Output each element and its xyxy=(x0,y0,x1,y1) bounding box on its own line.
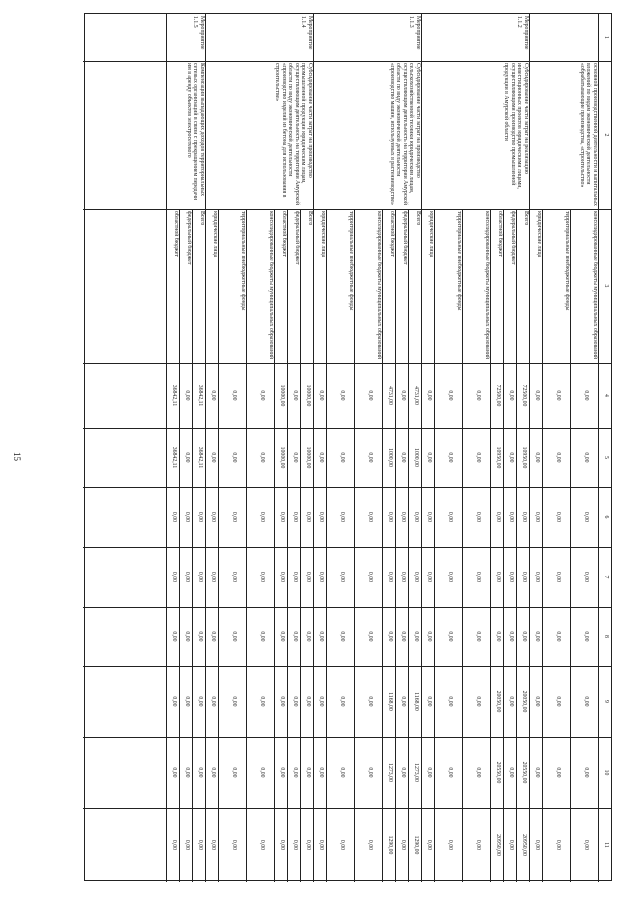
value-cell: 0,00 xyxy=(231,631,237,642)
value-cell: 0,00 xyxy=(400,571,407,583)
value-cell: 0,00 xyxy=(387,571,394,583)
value-cell: 0,00 xyxy=(259,511,265,523)
source-cell: областной бюджет xyxy=(389,211,395,257)
value-cell: 0,00 xyxy=(426,511,433,523)
value-cell: 0,00 xyxy=(495,631,502,642)
source-cell: консолидированные бюджеты муниципальных образований xyxy=(484,211,490,360)
header-cell: 11 xyxy=(603,842,609,848)
value-cell: 0,00 xyxy=(583,631,589,642)
header-cell: 3 xyxy=(603,284,609,288)
value-cell: 0,00 xyxy=(318,696,325,707)
value-cell: 0,00 xyxy=(305,839,312,851)
value-cell: 20950,00 xyxy=(521,834,528,856)
header-cell: 7 xyxy=(603,575,609,579)
value-cell: 0,00 xyxy=(387,511,394,523)
value-cell: 0,00 xyxy=(426,571,433,583)
value-cell: 0,00 xyxy=(475,839,481,851)
measure-id: Мероприятие 1.1.2 xyxy=(516,16,529,50)
value-cell: 20550,00 xyxy=(495,761,502,784)
row-divider xyxy=(313,14,314,882)
value-cell: 0,00 xyxy=(292,452,299,463)
value-cell: 0,00 xyxy=(367,767,373,778)
value-cell: 0,00 xyxy=(475,696,481,707)
value-cell: 0,00 xyxy=(555,511,561,523)
value-cell: 10000,00 xyxy=(279,384,286,407)
value-cell: 0,00 xyxy=(184,390,191,401)
value-cell: 0,00 xyxy=(279,571,286,583)
value-cell: 0,00 xyxy=(447,511,453,523)
value-cell: 0,00 xyxy=(508,839,515,851)
measure-description: Компенсация выпадающих доходов территориальных сетевых организаций в связи с прекращением передачи им в аренду объектов электросетевого xyxy=(185,63,205,200)
value-cell: 0,00 xyxy=(400,767,407,778)
value-cell: 0,00 xyxy=(400,452,407,463)
value-cell: 0,00 xyxy=(171,511,178,523)
value-cell: 0,00 xyxy=(197,571,204,583)
value-cell: 0,00 xyxy=(534,631,541,642)
value-cell: 0,00 xyxy=(475,767,481,778)
measure-id: Мероприятие 1.1.5 xyxy=(192,16,205,50)
value-cell: 0,00 xyxy=(413,511,420,523)
value-cell: 0,00 xyxy=(447,571,453,583)
value-cell: 0,00 xyxy=(210,511,217,523)
header-cell: 5 xyxy=(603,456,609,459)
value-cell: 0,00 xyxy=(339,511,345,523)
value-cell: 0,00 xyxy=(413,571,420,583)
row-divider xyxy=(490,209,491,882)
value-cell: 0,00 xyxy=(339,452,345,463)
measure-description: Субсидирование части затрат на производство промышленной продукции юридическим лицам, осуществляющим деятельность на территории Амурской области по виду экономической деятельности «производство изделий из бетона для использования в строительстве» xyxy=(274,63,313,205)
source-cell: консолидированные бюджеты муниципальных образований xyxy=(592,211,598,360)
value-cell: 1290,00 xyxy=(413,835,420,855)
value-cell: 0,00 xyxy=(583,571,589,583)
row-divider xyxy=(300,209,301,882)
source-cell: территориальные внебюджетные фонды xyxy=(348,211,354,311)
value-cell: 0,00 xyxy=(318,571,325,583)
header-cell: 4 xyxy=(603,394,609,397)
value-cell: 0,00 xyxy=(367,571,373,583)
value-cell: 0,00 xyxy=(475,452,481,463)
value-cell: 0,00 xyxy=(197,839,204,851)
value-cell: 0,00 xyxy=(318,631,325,642)
value-cell: 0,00 xyxy=(305,571,312,583)
value-cell: 0,00 xyxy=(231,390,237,401)
value-cell: 0,00 xyxy=(508,696,515,707)
page-number: 15 xyxy=(12,452,22,461)
value-cell: 20050,00 xyxy=(521,690,528,713)
value-cell: 0,00 xyxy=(339,767,345,778)
value-cell: 0,00 xyxy=(367,452,373,463)
value-cell: 0,00 xyxy=(171,571,178,583)
row-divider xyxy=(218,209,219,882)
row-divider xyxy=(503,209,504,882)
value-cell: 10000,00 xyxy=(305,446,312,469)
value-cell: 0,00 xyxy=(521,571,528,583)
source-cell: областной бюджет xyxy=(497,211,503,257)
header-cell: 1 xyxy=(603,36,609,39)
value-cell: 0,00 xyxy=(521,511,528,523)
source-cell: юридические лица xyxy=(536,211,542,258)
row-divider xyxy=(598,14,599,882)
value-cell: 20050,00 xyxy=(495,690,502,713)
value-cell: 0,00 xyxy=(387,631,394,642)
measure-id: Мероприятие 1.1.4 xyxy=(300,16,313,50)
row-divider xyxy=(421,14,422,882)
value-cell: 0,00 xyxy=(231,839,237,851)
value-cell: 0,00 xyxy=(259,452,265,463)
value-cell: 0,00 xyxy=(583,767,589,778)
value-cell: 0,00 xyxy=(292,571,299,583)
value-cell: 0,00 xyxy=(279,511,286,523)
source-cell: юридические лица xyxy=(428,211,434,258)
value-cell: 0,00 xyxy=(210,767,217,778)
value-cell: 0,00 xyxy=(259,696,265,707)
row-divider xyxy=(542,209,543,882)
value-cell: 0,00 xyxy=(259,390,265,401)
value-cell: 0,00 xyxy=(339,696,345,707)
value-cell: 0,00 xyxy=(231,571,237,583)
value-cell: 0,00 xyxy=(495,511,502,523)
value-cell: 0,00 xyxy=(521,631,528,642)
value-cell: 0,00 xyxy=(184,452,191,463)
value-cell: 0,00 xyxy=(231,767,237,778)
value-cell: 1168,00 xyxy=(387,692,394,711)
value-cell: 0,00 xyxy=(231,696,237,707)
value-cell: 0,00 xyxy=(447,631,453,642)
value-cell: 0,00 xyxy=(197,511,204,523)
value-cell: 0,00 xyxy=(583,839,589,851)
value-cell: 0,00 xyxy=(184,767,191,778)
row-divider xyxy=(166,14,167,882)
row-divider xyxy=(246,209,247,882)
value-cell: 0,00 xyxy=(292,511,299,523)
header-cell: 9 xyxy=(603,700,609,703)
value-cell: 0,00 xyxy=(292,767,299,778)
header-cell: 6 xyxy=(603,515,609,519)
source-cell: областной бюджет xyxy=(281,211,287,257)
value-cell: 36842,11 xyxy=(171,384,178,407)
row-divider xyxy=(462,209,463,882)
value-cell: 0,00 xyxy=(534,390,541,401)
value-cell: 0,00 xyxy=(534,839,541,851)
value-cell: 0,00 xyxy=(171,839,178,851)
value-cell: 0,00 xyxy=(426,839,433,851)
measure-description: Субсидирование части затрат на реализацию инвестиционных проектов юридическими лицами, осуществляющими производство промышленной продукции в Амурской области xyxy=(503,63,529,189)
value-cell: 0,00 xyxy=(583,452,589,463)
row-divider xyxy=(205,14,206,882)
rotated-page xyxy=(82,13,612,883)
value-cell: 0,00 xyxy=(210,571,217,583)
value-cell: 0,00 xyxy=(171,696,178,707)
value-cell: 0,00 xyxy=(197,696,204,707)
value-cell: 0,00 xyxy=(426,631,433,642)
value-cell: 0,00 xyxy=(534,767,541,778)
value-cell: 0,00 xyxy=(279,631,286,642)
value-cell: 0,00 xyxy=(210,839,217,851)
value-cell: 0,00 xyxy=(259,839,265,851)
value-cell: 0,00 xyxy=(508,767,515,778)
value-cell: 0,00 xyxy=(292,696,299,707)
value-cell: 0,00 xyxy=(447,767,453,778)
value-cell: 0,00 xyxy=(305,631,312,642)
value-cell: 0,00 xyxy=(400,696,407,707)
row-divider xyxy=(395,209,396,882)
value-cell: 0,00 xyxy=(426,390,433,401)
source-cell: федеральный бюджет xyxy=(294,211,300,265)
value-cell: 72500,00 xyxy=(521,384,528,407)
value-cell: 0,00 xyxy=(426,696,433,707)
source-cell: Всего xyxy=(523,211,529,226)
row-divider xyxy=(516,209,517,882)
value-cell: 0,00 xyxy=(171,767,178,778)
value-cell: 0,00 xyxy=(210,452,217,463)
value-cell: 0,00 xyxy=(534,696,541,707)
value-cell: 0,00 xyxy=(508,390,515,401)
row-divider xyxy=(179,209,180,882)
value-cell: 0,00 xyxy=(279,767,286,778)
value-cell: 0,00 xyxy=(184,839,191,851)
value-cell: 1273,00 xyxy=(387,763,394,782)
row-divider xyxy=(192,209,193,882)
value-cell: 1273,00 xyxy=(413,763,420,782)
row-divider xyxy=(529,14,530,882)
value-cell: 0,00 xyxy=(447,452,453,463)
source-cell: областной бюджет xyxy=(173,211,179,257)
value-cell: 0,00 xyxy=(279,696,286,707)
value-cell: 0,00 xyxy=(555,571,561,583)
value-cell: 0,00 xyxy=(426,452,433,463)
value-cell: 0,00 xyxy=(367,390,373,401)
value-cell: 0,00 xyxy=(259,767,265,778)
source-cell: федеральный бюджет xyxy=(402,211,408,265)
source-cell: федеральный бюджет xyxy=(186,211,192,265)
value-cell: 4731,00 xyxy=(387,386,394,405)
value-cell: 1168,00 xyxy=(413,692,420,711)
value-cell: 0,00 xyxy=(555,767,561,778)
row-divider xyxy=(570,209,571,882)
source-cell: территориальные внебюджетные фонды xyxy=(564,211,570,311)
value-cell: 0,00 xyxy=(400,839,407,851)
value-cell: 0,00 xyxy=(318,390,325,401)
value-cell: 0,00 xyxy=(534,511,541,523)
value-cell: 0,00 xyxy=(534,571,541,583)
value-cell: 0,00 xyxy=(184,696,191,707)
value-cell: 0,00 xyxy=(339,571,345,583)
value-cell: 0,00 xyxy=(259,571,265,583)
value-cell: 20550,00 xyxy=(521,761,528,784)
value-cell: 0,00 xyxy=(555,390,561,401)
value-cell: 0,00 xyxy=(367,696,373,707)
value-cell: 36842,11 xyxy=(197,446,204,469)
value-cell: 0,00 xyxy=(508,511,515,523)
source-cell: федеральный бюджет xyxy=(510,211,516,265)
value-cell: 0,00 xyxy=(475,631,481,642)
value-cell: 0,00 xyxy=(555,452,561,463)
row-divider xyxy=(408,209,409,882)
value-cell: 0,00 xyxy=(305,767,312,778)
value-cell: 0,00 xyxy=(292,839,299,851)
value-cell: 0,00 xyxy=(400,390,407,401)
value-cell: 1290,00 xyxy=(387,835,394,855)
value-cell: 0,00 xyxy=(197,631,204,642)
row-divider xyxy=(326,209,327,882)
value-cell: 0,00 xyxy=(231,511,237,523)
source-cell: Всего xyxy=(307,211,313,226)
value-cell: 36842,11 xyxy=(171,446,178,469)
value-cell: 0,00 xyxy=(339,631,345,642)
value-cell: 0,00 xyxy=(508,571,515,583)
value-cell: 0,00 xyxy=(583,696,589,707)
header-cell: 2 xyxy=(603,133,609,137)
value-cell: 0,00 xyxy=(475,390,481,401)
value-cell: 0,00 xyxy=(318,767,325,778)
source-cell: юридические лица xyxy=(320,211,326,258)
value-cell: 0,00 xyxy=(534,452,541,463)
value-cell: 0,00 xyxy=(318,511,325,523)
value-cell: 0,00 xyxy=(305,511,312,523)
value-cell: 0,00 xyxy=(447,696,453,707)
value-cell: 0,00 xyxy=(426,767,433,778)
value-cell: 0,00 xyxy=(259,631,265,642)
value-cell: 0,00 xyxy=(400,631,407,642)
value-cell: 0,00 xyxy=(210,631,217,642)
value-cell: 0,00 xyxy=(305,696,312,707)
financing-table xyxy=(84,13,612,881)
value-cell: 1000,00 xyxy=(387,448,394,467)
source-cell: Всего xyxy=(415,211,421,226)
value-cell: 36842,11 xyxy=(197,384,204,407)
value-cell: 0,00 xyxy=(508,631,515,642)
measure-description: основной производственной деятельности и капитальных вложений по видам экономической деятельности «обрабатывающие производства, «строительство» xyxy=(578,63,598,206)
value-cell: 0,00 xyxy=(447,839,453,851)
value-cell: 0,00 xyxy=(339,390,345,401)
value-cell: 10950,00 xyxy=(495,446,502,469)
value-cell: 0,00 xyxy=(292,631,299,642)
value-cell: 10000,00 xyxy=(279,446,286,469)
measure-description: Субсидирование части затрат на производство сельскохозяйственной техники юридическим лицам, осуществляющим деятельность на территории Амурской области по виду экономической деятельности «производство машин, используемых в растениеводстве» xyxy=(388,63,421,205)
row-divider xyxy=(287,209,288,882)
source-cell: консолидированные бюджеты муниципальных образований xyxy=(376,211,382,360)
value-cell: 0,00 xyxy=(184,631,191,642)
value-cell: 0,00 xyxy=(279,839,286,851)
value-cell: 0,00 xyxy=(231,452,237,463)
value-cell: 0,00 xyxy=(583,511,589,523)
value-cell: 20950,00 xyxy=(495,834,502,856)
value-cell: 1000,00 xyxy=(413,448,420,467)
value-cell: 10000,00 xyxy=(305,384,312,407)
value-cell: 0,00 xyxy=(292,390,299,401)
source-cell: территориальные внебюджетные фонды xyxy=(456,211,462,311)
row-divider xyxy=(434,209,435,882)
value-cell: 0,00 xyxy=(475,571,481,583)
value-cell: 0,00 xyxy=(495,571,502,583)
value-cell: 0,00 xyxy=(318,839,325,851)
source-cell: территориальные внебюджетные фонды xyxy=(240,211,246,311)
value-cell: 0,00 xyxy=(367,511,373,523)
source-cell: Всего xyxy=(199,211,205,226)
value-cell: 4731,00 xyxy=(413,386,420,405)
header-cell: 10 xyxy=(603,769,609,776)
value-cell: 0,00 xyxy=(555,839,561,851)
value-cell: 0,00 xyxy=(400,511,407,523)
value-cell: 0,00 xyxy=(197,767,204,778)
row-divider xyxy=(354,209,355,882)
value-cell: 0,00 xyxy=(210,696,217,707)
header-cell: 8 xyxy=(603,635,609,638)
row-divider xyxy=(382,209,383,882)
source-cell: консолидированные бюджеты муниципальных образований xyxy=(268,211,274,360)
value-cell: 0,00 xyxy=(210,390,217,401)
value-cell: 72500,00 xyxy=(495,384,502,407)
value-cell: 10950,00 xyxy=(521,446,528,469)
value-cell: 0,00 xyxy=(583,390,589,401)
value-cell: 0,00 xyxy=(184,571,191,583)
value-cell: 0,00 xyxy=(367,839,373,851)
value-cell: 0,00 xyxy=(339,839,345,851)
value-cell: 0,00 xyxy=(318,452,325,463)
value-cell: 0,00 xyxy=(171,631,178,642)
value-cell: 0,00 xyxy=(508,452,515,463)
value-cell: 0,00 xyxy=(447,390,453,401)
value-cell: 0,00 xyxy=(367,631,373,642)
row-divider xyxy=(274,209,275,882)
measure-id: Мероприятие 1.1.3 xyxy=(408,16,421,50)
value-cell: 0,00 xyxy=(555,696,561,707)
value-cell: 0,00 xyxy=(184,511,191,523)
value-cell: 0,00 xyxy=(413,631,420,642)
value-cell: 0,00 xyxy=(475,511,481,523)
source-cell: юридические лица xyxy=(212,211,218,258)
value-cell: 0,00 xyxy=(555,631,561,642)
